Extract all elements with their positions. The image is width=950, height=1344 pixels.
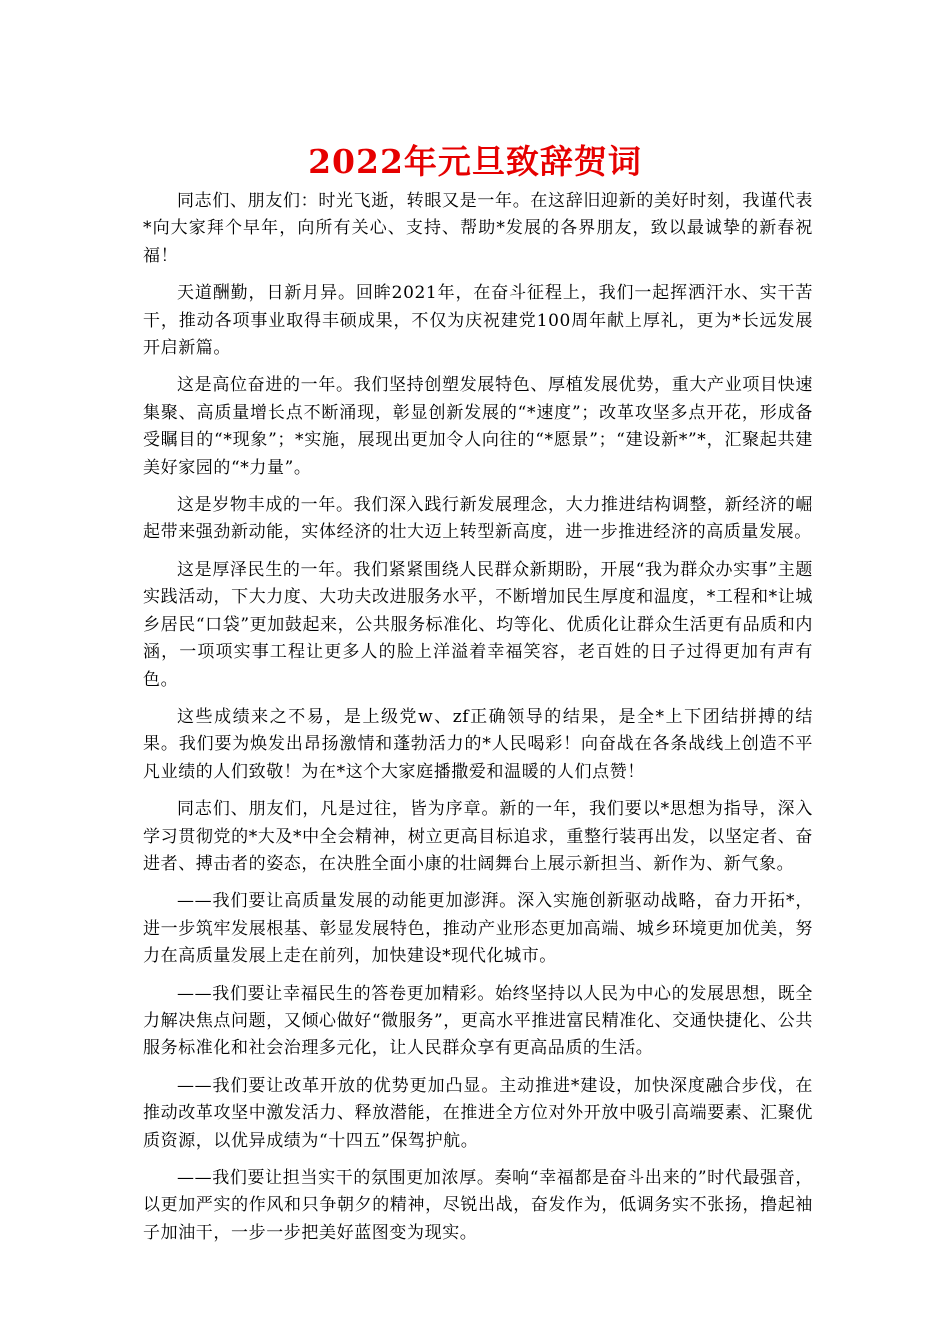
paragraph: 同志们、朋友们，凡是过往，皆为序章。新的一年，我们要以*思想为指导，深入学习贯彻党的*大及*中全会精神，树立更高目标追求，重整行装再出发，以坚定者、奋进者、搏击者的姿态，在决胜全面小康的壮阔舞台上展示新担当、新作为、新气象。	[143, 799, 813, 874]
document-body	[143, 188, 813, 1257]
paragraph: 这是厚泽民生的一年。我们紧紧围绕人民群众新期盼，开展“我为群众办实事”主题实践活动，下大力度、大功夫改进服务水平，不断增加民生厚度和温度，*工程和*让城乡居民“口袋”更加鼓起来，公共服务标准化、均等化、优质化让群众生活更有品质和内涵，一项项实事工程让更多人的脸上洋溢着幸福笑容，老百姓的日子过得更加有声有色。	[143, 559, 813, 690]
paragraph: ——我们要让改革开放的优势更加凸显。主动推进*建设，加快深度融合步伐，在推动改革攻坚中激发活力、释放潜能，在推进全方位对外开放中吸引高端要素、汇聚优质资源，以优异成绩为“十四五”保驾护航。	[143, 1075, 813, 1151]
document-title: 2022年元旦致辞贺词	[308, 142, 642, 181]
paragraph: 天道酬勤，日新月异。回眸2021年，在奋斗征程上，我们一起挥洒汗水、实干苦干，推动各项事业取得丰硕成果，不仅为庆祝建党100周年献上厚礼，更为*长远发展开启新篇。	[143, 283, 813, 359]
paragraph: 这是岁物丰成的一年。我们深入践行新发展理念，大力推进结构调整，新经济的崛起带来强劲新动能，实体经济的壮大迈上转型新高度，进一步推进经济的高质量发展。	[143, 495, 813, 543]
paragraph: 这些成绩来之不易，是上级党w、zf正确领导的结果，是全*上下团结拼搏的结果。我们要为焕发出昂扬激情和蓬勃活力的*人民喝彩！向奋战在各条战线上创造不平凡业绩的人们致敬！为在*这个大家庭播撒爱和温暖的人们点赞！	[143, 706, 813, 782]
paragraph: ——我们要让高质量发展的动能更加澎湃。深入实施创新驱动战略，奋力开拓*，进一步筑牢发展根基、彰显发展特色，推动产业形态更加高端、城乡环境更加优美，努力在高质量发展上走在前列，加快建设*现代化城市。	[143, 891, 813, 967]
paragraph: ——我们要让担当实干的氛围更加浓厚。奏响“幸福都是奋斗出来的”时代最强音，以更加严实的作风和只争朝夕的精神，尽锐出战，奋发作为，低调务实不张扬，撸起袖子加油干，一步一步把美好蓝图变为现实。	[143, 1168, 813, 1243]
paragraph: 这是高位奋进的一年。我们坚持创塑发展特色、厚植发展优势，重大产业项目快速集聚、高质量增长点不断涌现，彰显创新发展的“*速度”；改革攻坚多点开花，形成备受瞩目的“*现象”；*实施，展现出更加令人向往的“*愿景”；“建设新*”*，汇聚起共建美好家园的“*力量”。	[143, 375, 813, 478]
paragraph: ——我们要让幸福民生的答卷更加精彩。始终坚持以人民为中心的发展思想，既全力解决焦点问题，又倾心做好“微服务”，更高水平推进富民精准化、交通快捷化、公共服务标准化和社会治理多元化，让人民群众享有更高品质的生活。	[143, 983, 813, 1059]
paragraph: 同志们、朋友们：时光飞逝，转眼又是一年。在这辞旧迎新的美好时刻，我谨代表*向大家拜个早年，向所有关心、支持、帮助*发展的各界朋友，致以最诚挚的新春祝福！	[143, 191, 813, 266]
